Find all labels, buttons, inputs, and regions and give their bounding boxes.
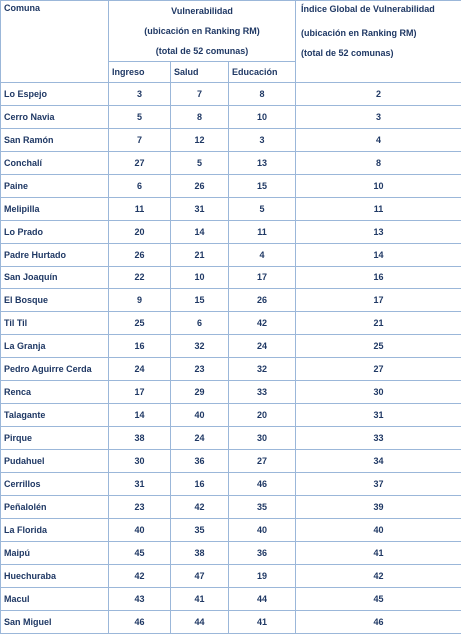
- ingreso-cell: 22: [109, 266, 171, 289]
- comuna-cell: Lo Espejo: [1, 83, 109, 106]
- ingreso-cell: 40: [109, 518, 171, 541]
- comuna-cell: Conchalí: [1, 151, 109, 174]
- comuna-cell: Til Til: [1, 312, 109, 335]
- educacion-cell: 27: [229, 450, 296, 473]
- educacion-cell: 24: [229, 335, 296, 358]
- indice-cell: 14: [296, 243, 461, 266]
- table-row: [1, 564, 461, 587]
- comuna-cell: Talagante: [1, 404, 109, 427]
- salud-cell: 10: [171, 266, 229, 289]
- salud-cell: 7: [171, 83, 229, 106]
- table-row: [1, 105, 461, 128]
- indice-cell: 30: [296, 381, 461, 404]
- table-row: [1, 587, 461, 610]
- ingreso-header: Ingreso: [109, 62, 171, 83]
- indice-cell: 21: [296, 312, 461, 335]
- indice-cell: 31: [296, 404, 461, 427]
- salud-cell: 31: [171, 197, 229, 220]
- header-row-1: [1, 1, 461, 22]
- comuna-cell: Cerro Navia: [1, 105, 109, 128]
- indice-header: [296, 1, 461, 83]
- salud-cell: 32: [171, 335, 229, 358]
- salud-cell: 15: [171, 289, 229, 312]
- comuna-cell: La Granja: [1, 335, 109, 358]
- indice-cell: 4: [296, 128, 461, 151]
- indice-cell: 13: [296, 220, 461, 243]
- indice-cell: 10: [296, 174, 461, 197]
- educacion-cell: 26: [229, 289, 296, 312]
- table-row: [1, 427, 461, 450]
- educacion-cell: 44: [229, 587, 296, 610]
- educacion-cell: 19: [229, 564, 296, 587]
- educacion-cell: 8: [229, 83, 296, 106]
- ingreso-cell: 7: [109, 128, 171, 151]
- indice-cell: 2: [296, 83, 461, 106]
- comuna-cell: Pudahuel: [1, 450, 109, 473]
- table-row: [1, 518, 461, 541]
- vulnerabilidad-header-total: (total de 52 comunas): [109, 41, 296, 62]
- table-row: [1, 541, 461, 564]
- ingreso-cell: 45: [109, 541, 171, 564]
- indice-cell: 45: [296, 587, 461, 610]
- ingreso-cell: 31: [109, 472, 171, 495]
- educacion-cell: 20: [229, 404, 296, 427]
- indice-cell: 27: [296, 358, 461, 381]
- educacion-cell: 13: [229, 151, 296, 174]
- educacion-cell: 4: [229, 243, 296, 266]
- table-row: [1, 472, 461, 495]
- salud-cell: 23: [171, 358, 229, 381]
- ingreso-cell: 25: [109, 312, 171, 335]
- comuna-cell: Maipú: [1, 541, 109, 564]
- salud-cell: 16: [171, 472, 229, 495]
- table-row: [1, 220, 461, 243]
- table-row: [1, 404, 461, 427]
- salud-cell: 29: [171, 381, 229, 404]
- table-row: [1, 335, 461, 358]
- salud-cell: 44: [171, 610, 229, 633]
- salud-cell: 5: [171, 151, 229, 174]
- educacion-cell: 36: [229, 541, 296, 564]
- indice-cell: 41: [296, 541, 461, 564]
- salud-cell: 40: [171, 404, 229, 427]
- educacion-header: Educación: [229, 62, 296, 83]
- vulnerabilidad-header-ranking: (ubicación en Ranking RM): [109, 21, 296, 41]
- table-row: [1, 266, 461, 289]
- table-row: [1, 83, 461, 106]
- salud-cell: 36: [171, 450, 229, 473]
- comuna-cell: Melipilla: [1, 197, 109, 220]
- educacion-cell: 11: [229, 220, 296, 243]
- comuna-cell: Pedro Aguirre Cerda: [1, 358, 109, 381]
- ingreso-cell: 38: [109, 427, 171, 450]
- table-row: [1, 450, 461, 473]
- educacion-cell: 41: [229, 610, 296, 633]
- comuna-cell: Pirque: [1, 427, 109, 450]
- salud-cell: 35: [171, 518, 229, 541]
- salud-cell: 6: [171, 312, 229, 335]
- indice-header-title: Índice Global de Vulnerabilidad: [301, 4, 435, 14]
- ingreso-cell: 3: [109, 83, 171, 106]
- salud-cell: 21: [171, 243, 229, 266]
- educacion-cell: 30: [229, 427, 296, 450]
- ingreso-cell: 42: [109, 564, 171, 587]
- ingreso-cell: 27: [109, 151, 171, 174]
- table-row: [1, 312, 461, 335]
- ingreso-cell: 6: [109, 174, 171, 197]
- ingreso-cell: 30: [109, 450, 171, 473]
- indice-cell: 39: [296, 495, 461, 518]
- ingreso-cell: 16: [109, 335, 171, 358]
- educacion-cell: 5: [229, 197, 296, 220]
- salud-cell: 12: [171, 128, 229, 151]
- ingreso-cell: 5: [109, 105, 171, 128]
- indice-cell: 25: [296, 335, 461, 358]
- salud-cell: 42: [171, 495, 229, 518]
- table-row: [1, 610, 461, 633]
- ingreso-cell: 24: [109, 358, 171, 381]
- indice-cell: 42: [296, 564, 461, 587]
- comuna-cell: Padre Hurtado: [1, 243, 109, 266]
- ingreso-cell: 43: [109, 587, 171, 610]
- educacion-cell: 35: [229, 495, 296, 518]
- educacion-cell: 40: [229, 518, 296, 541]
- educacion-cell: 46: [229, 472, 296, 495]
- ingreso-cell: 46: [109, 610, 171, 633]
- salud-header: Salud: [171, 62, 229, 83]
- table-row: [1, 381, 461, 404]
- salud-cell: 38: [171, 541, 229, 564]
- ingreso-cell: 9: [109, 289, 171, 312]
- indice-cell: 17: [296, 289, 461, 312]
- indice-header-total: (total de 52 comunas): [301, 48, 394, 58]
- table-row: [1, 151, 461, 174]
- salud-cell: 26: [171, 174, 229, 197]
- indice-cell: 11: [296, 197, 461, 220]
- table-row: [1, 243, 461, 266]
- comuna-cell: Peñalolén: [1, 495, 109, 518]
- educacion-cell: 33: [229, 381, 296, 404]
- salud-cell: 14: [171, 220, 229, 243]
- ingreso-cell: 20: [109, 220, 171, 243]
- comuna-cell: Renca: [1, 381, 109, 404]
- table-row: [1, 495, 461, 518]
- ingreso-cell: 17: [109, 381, 171, 404]
- comuna-cell: San Miguel: [1, 610, 109, 633]
- comuna-cell: Macul: [1, 587, 109, 610]
- educacion-cell: 10: [229, 105, 296, 128]
- table-row: [1, 358, 461, 381]
- indice-cell: 33: [296, 427, 461, 450]
- ingreso-cell: 11: [109, 197, 171, 220]
- salud-cell: 41: [171, 587, 229, 610]
- ingreso-cell: 23: [109, 495, 171, 518]
- indice-cell: 3: [296, 105, 461, 128]
- ingreso-cell: 14: [109, 404, 171, 427]
- comuna-header: Comuna: [1, 1, 109, 83]
- salud-cell: 24: [171, 427, 229, 450]
- table-row: [1, 197, 461, 220]
- vulnerabilidad-header-title: Vulnerabilidad: [109, 1, 296, 22]
- table-row: [1, 174, 461, 197]
- table-row: [1, 128, 461, 151]
- comuna-cell: El Bosque: [1, 289, 109, 312]
- salud-cell: 47: [171, 564, 229, 587]
- educacion-cell: 3: [229, 128, 296, 151]
- indice-cell: 8: [296, 151, 461, 174]
- indice-cell: 40: [296, 518, 461, 541]
- comuna-cell: San Ramón: [1, 128, 109, 151]
- educacion-cell: 42: [229, 312, 296, 335]
- indice-cell: 34: [296, 450, 461, 473]
- comuna-cell: Huechuraba: [1, 564, 109, 587]
- comuna-cell: San Joaquín: [1, 266, 109, 289]
- salud-cell: 8: [171, 105, 229, 128]
- comuna-cell: Paine: [1, 174, 109, 197]
- indice-cell: 46: [296, 610, 461, 633]
- educacion-cell: 17: [229, 266, 296, 289]
- indice-cell: 16: [296, 266, 461, 289]
- comuna-cell: Lo Prado: [1, 220, 109, 243]
- comuna-cell: La Florida: [1, 518, 109, 541]
- table-row: [1, 289, 461, 312]
- indice-header-ranking: (ubicación en Ranking RM): [301, 28, 417, 38]
- educacion-cell: 32: [229, 358, 296, 381]
- indice-cell: 37: [296, 472, 461, 495]
- ingreso-cell: 26: [109, 243, 171, 266]
- comuna-cell: Cerrillos: [1, 472, 109, 495]
- educacion-cell: 15: [229, 174, 296, 197]
